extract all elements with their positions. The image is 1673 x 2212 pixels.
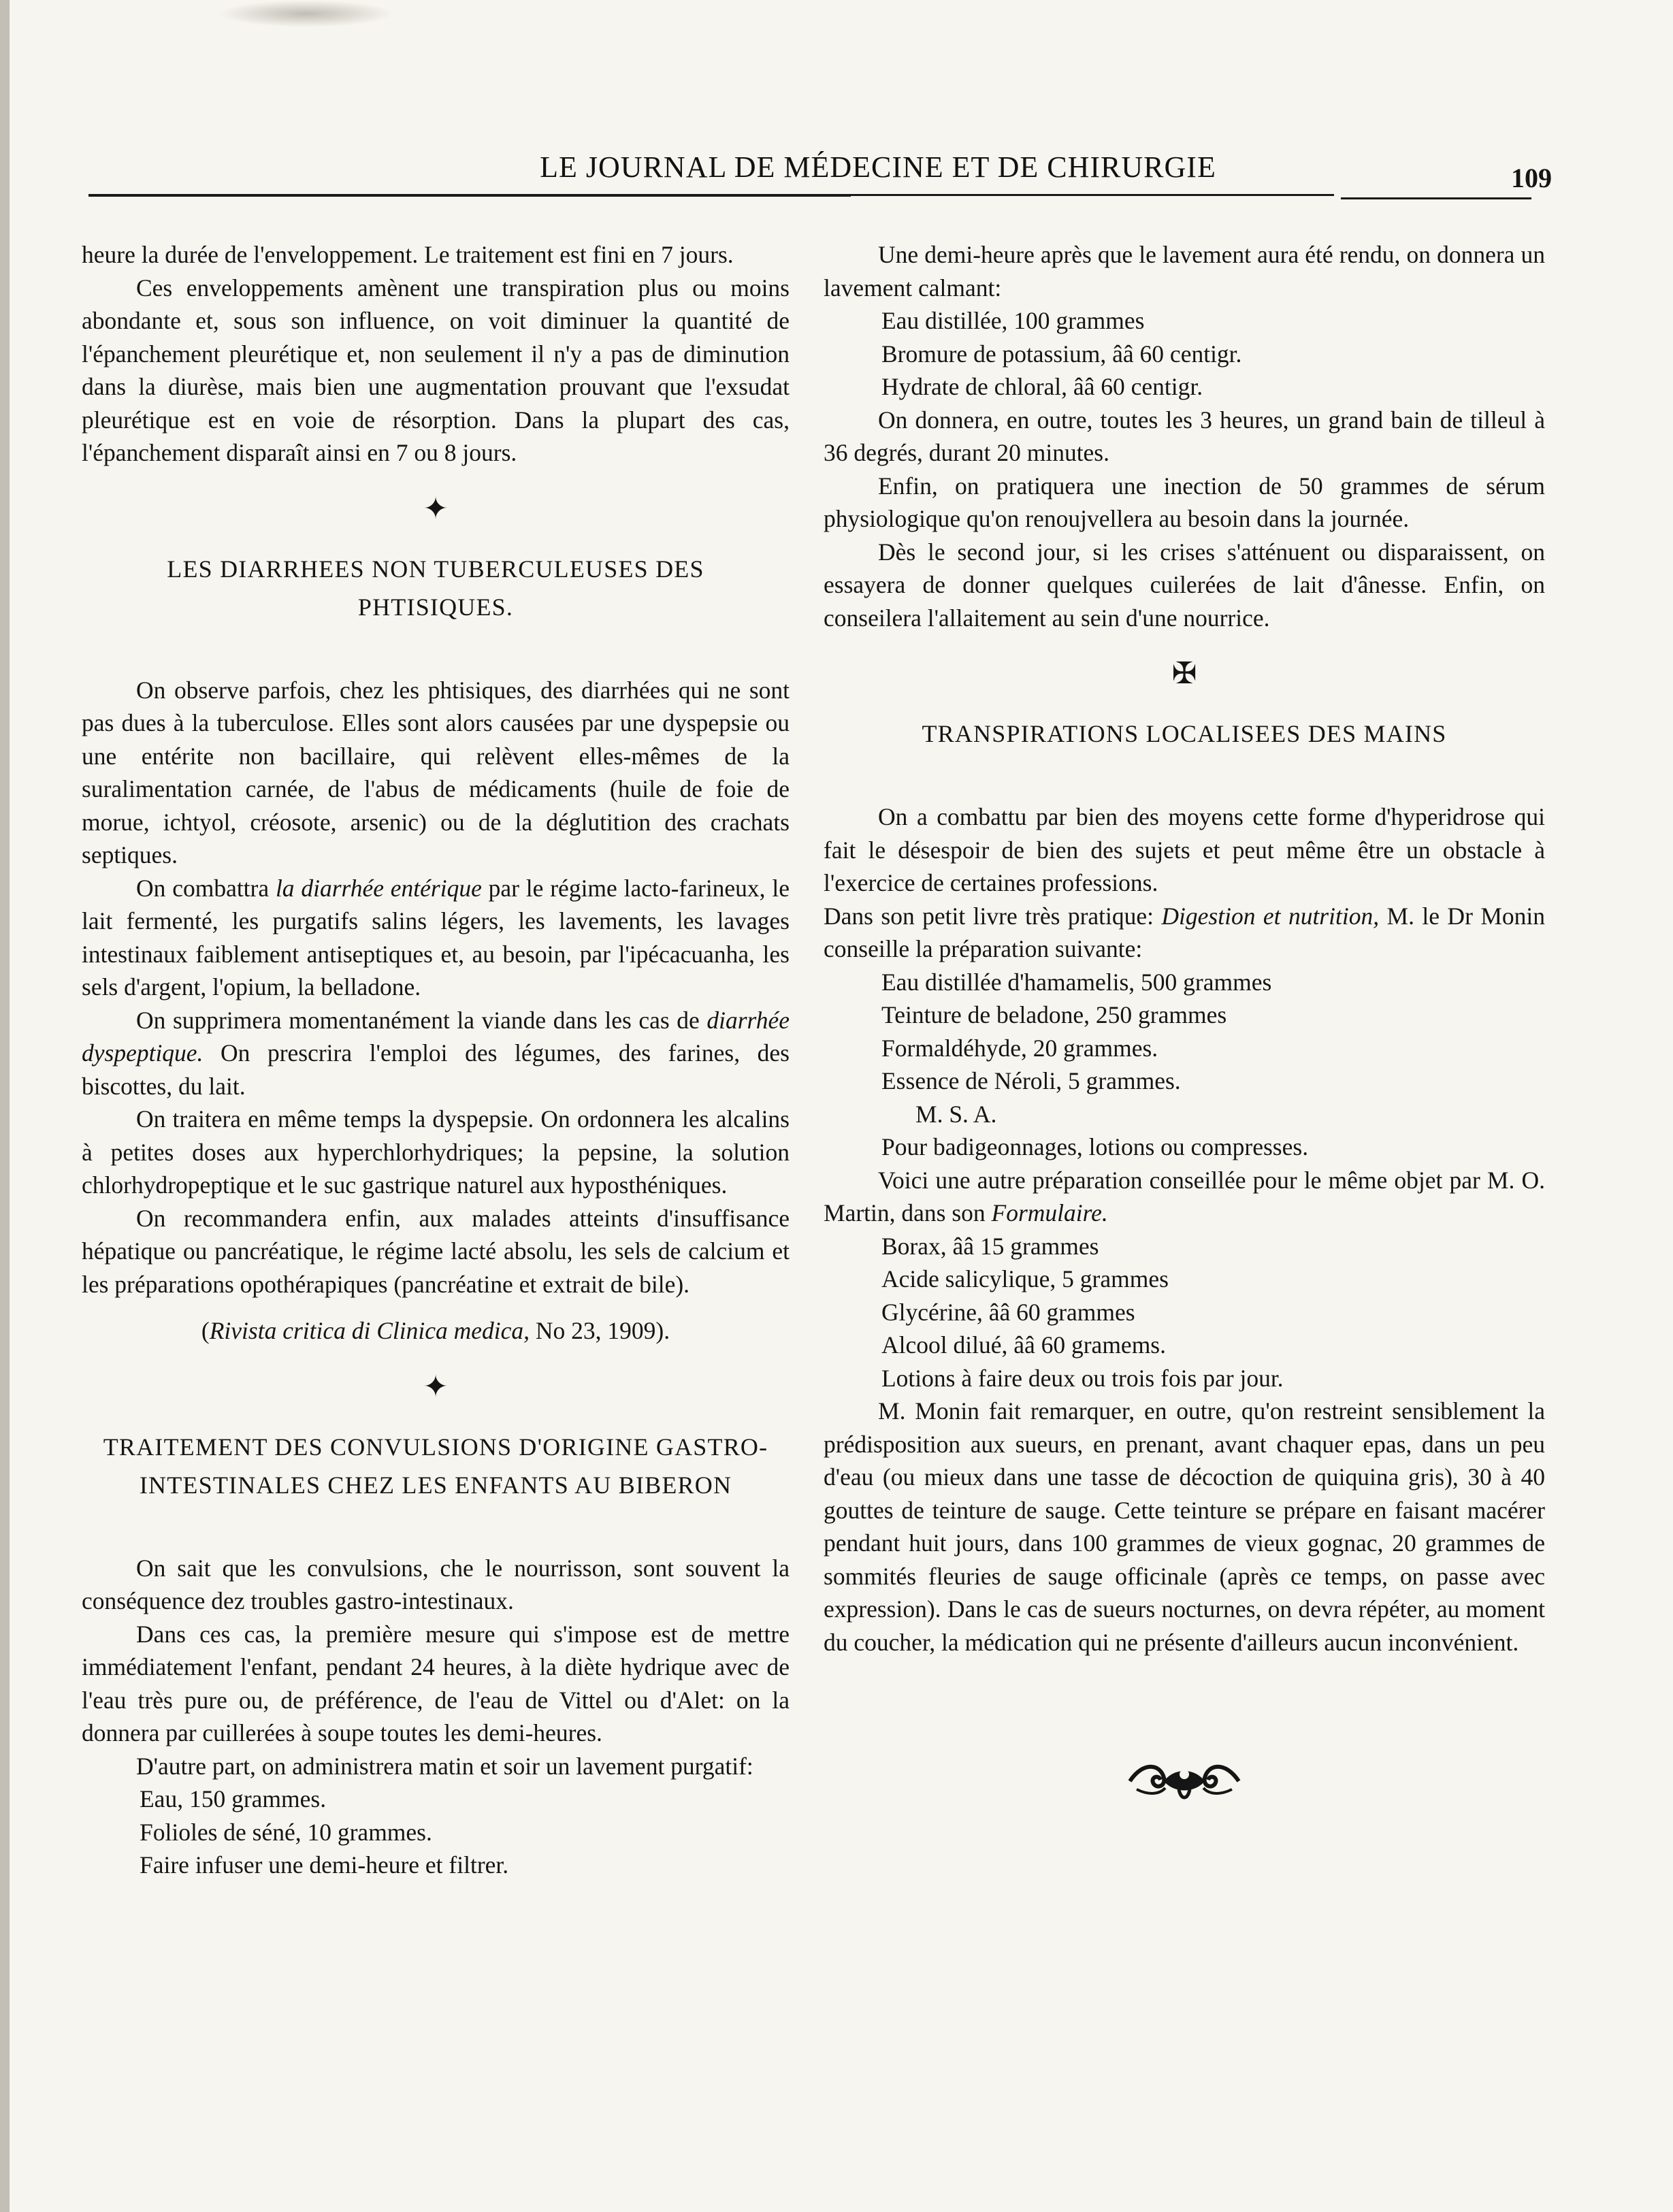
scroll-ornament-icon (1123, 1754, 1246, 1808)
formula-line: Alcool dilué, ââ 60 gramems. (881, 1331, 1166, 1359)
transpirations-paragraph-1: On a combattu par bien des moyens cette forme d'hyperidrose qui fait le désespoir de bien des sujets et peut même être un obstacle à l'exercice de certaines professions. (824, 803, 1545, 896)
formula-line: Eau distillée, 100 grammes (881, 307, 1145, 334)
convulsions-paragraph-2: Dans ces cas, la première mesure qui s'impose est de mettre immédiatement l'enfant, pendant 24 heures, à la diète hydrique avec de l'eau très pure ou, de préférence, de l'eau de Vittel ou d'Alet: on la donnera par cuillerées à soupe toutes les demi-heures. (82, 1620, 790, 1746)
section-title-transpirations: TRANSPIRATIONS LOCALISEES DES MAINS (922, 720, 1447, 747)
convulsions-paragraph-3: D'autre part, on administrera matin et soir un lavement purgatif: (136, 1752, 753, 1780)
formula-line: Folioles de séné, 10 grammes. (140, 1818, 432, 1846)
page-header (82, 143, 1552, 197)
header-rule-left (88, 194, 851, 197)
end-ornament (824, 1754, 1545, 1817)
formula-line: M. S. A. (915, 1100, 997, 1128)
formula-line: Hydrate de chloral, ââ 60 centigr. (881, 373, 1203, 400)
convulsions-paragraph-4: Une demi-heure après que le lavement aura été rendu, on donnera un lavement calmant: (824, 241, 1545, 302)
formula-line: Bromure de potassium, ââ 60 centigr. (881, 340, 1242, 368)
formula-line: Faire infuser une demi-heure et filtrer. (140, 1851, 509, 1878)
header-rule-right (1341, 197, 1531, 199)
convulsions-paragraph-1: On sait que les convulsions, che le nourrisson, sont souvent la conséquence dez troubles gastro-intestinaux. (82, 1554, 790, 1614)
diarrhees-source: (Rivista critica di Clinica medica, No 23, 1909). (201, 1317, 670, 1344)
intro-paragraph-2: Ces enveloppements amènent une transpiration plus ou moins abondante et, sous son influence, on voit diminuer la quantité de l'épanchement pleurétique et, non seulement il n'y a pas de diminution dans la diurèse, mais bien une augmentation prouvant que l'exsudat pleurétique est en voie de résorption. Dans la plupart des cas, l'épanchement disparaît ainsi en 7 ou 8 jours. (82, 274, 790, 466)
section-title-convulsions: TRAITEMENT DES CONVULSIONS D'ORIGINE GASTRO-INTESTINALES CHEZ LES ENFANTS AU BIBERON (103, 1433, 768, 1499)
left-column (82, 238, 790, 1882)
formula-line: Borax, ââ 15 grammes (881, 1232, 1099, 1260)
formula-line: Eau, 150 grammes. (140, 1785, 327, 1812)
page-number: 109 (1511, 163, 1552, 193)
convulsions-paragraph-6: Enfin, on pratiquera une inection de 50 grammes de sérum physiologique qu'on renoujvellera au besoin dans la journée. (824, 472, 1545, 532)
cross-fleuron-icon: ✦ (423, 1369, 449, 1403)
transpirations-paragraph-2: Dans son petit livre très pratique: Digestion et nutrition, M. le Dr Monin conseille la préparation suivante: (824, 902, 1545, 962)
diarrhees-paragraph-2: On combattra la diarrhée entérique par le régime lacto-farineux, le lait fermenté, les purgatifs salins légers, les lavements, les lavages intestinaux faiblement antiseptiques et, au besoin, par l'ipécacuanha, les sels d'argent, l'opium, la belladone. (82, 874, 790, 1001)
formula-line: Acide salicylique, 5 grammes (881, 1265, 1169, 1292)
formula-line: Eau distillée d'hamamelis, 500 grammes (881, 968, 1272, 996)
transpirations-paragraph-4: M. Monin fait remarquer, en outre, qu'on restreint sensiblement la prédisposition aux sueurs, en prenant, avant chaquer epas, dans un peu d'eau (ou mieux dans une tasse de décoction de quiquina gris), 30 à 40 gouttes de teinture de sauge. Cette teinture se prépare en faisant macérer pendant huit jours, dans 100 grammes de vieux gognac, 20 grammes de sommités fleuries de sauge officinale (après ce temps, on passe avec expression). Dans le cas de sueurs nocturnes, on devra répéter, au moment du coucher, la médication qui ne présente d'ailleurs aucun inconvénient. (824, 1397, 1545, 1656)
cross-fleuron-icon: ✦ (423, 491, 449, 525)
formula-line: Formaldéhyde, 20 grammes. (881, 1034, 1158, 1062)
cross-fleuron-icon: ✠ (1171, 657, 1197, 690)
convulsions-paragraph-7: Dès le second jour, si les crises s'atténuent ou disparaissent, on essayera de donner quelques cuilerées de lait d'ânesse. Enfin, on conseilera l'allaitement au sein d'une nourrice. (824, 538, 1545, 632)
formula-line: Lotions à faire deux ou trois fois par jour. (881, 1364, 1284, 1392)
formula-line: Pour badigeonnages, lotions ou compresses. (881, 1133, 1309, 1160)
formula-line: Essence de Néroli, 5 grammes. (881, 1067, 1181, 1094)
diarrhees-paragraph-3: On supprimera momentanément la viande dans les cas de diarrhée dyspeptique. On prescrira l'emploi des légumes, des farines, des biscottes, du lait. (82, 1006, 790, 1100)
right-column (824, 238, 1545, 1817)
diarrhees-paragraph-1: On observe parfois, chez les phtisiques, des diarrhées qui ne sont pas dues à la tuberculose. Elles sont alors causées par une dyspepsie ou une entérite non bacillaire, qui relèvent elles-mêmes de la suralimentation carnée, de l'abus de médicaments (huile de foie de morue, ichtyol, créosote, arsenic) ou de la déglutition des crachats septiques. (82, 676, 790, 868)
scan-smudge (218, 0, 395, 27)
diarrhees-paragraph-5: On recommandera enfin, aux malades atteints d'insuffisance hépatique ou pancréatique, le régime lacté absolu, les sels de calcium et les préparations opothérapiques (pancréatine et extrait de bile). (82, 1204, 790, 1298)
diarrhees-paragraph-4: On traitera en même temps la dyspepsie. On ordonnera les alcalins à petites doses aux hyperchlorhydriques; la pepsine, la solution chlorhydropeptique et le suc gastrique naturel aux hyposthéniques. (82, 1105, 790, 1199)
header-rule-middle (851, 194, 1334, 196)
transpirations-paragraph-3: Voici une autre préparation conseillée pour le même objet par M. O. Martin, dans son Formulaire. (824, 1166, 1545, 1226)
section-title-diarrhees: LES DIARRHEES NON TUBERCULEUSES DES PHTISIQUES. (167, 555, 704, 621)
running-title: LE JOURNAL DE MÉDECINE ET DE CHIRURGIE (540, 150, 1216, 184)
formula-line: Teinture de beladone, 250 grammes (881, 1001, 1227, 1028)
scan-edge-shadow (0, 0, 10, 2212)
formula-line: Glycérine, ââ 60 grammes (881, 1298, 1135, 1326)
intro-paragraph-1: heure la durée de l'enveloppement. Le traitement est fini en 7 jours. (82, 241, 734, 268)
convulsions-paragraph-5: On donnera, en outre, toutes les 3 heures, un grand bain de tilleul à 36 degrés, durant 20 minutes. (824, 406, 1545, 466)
